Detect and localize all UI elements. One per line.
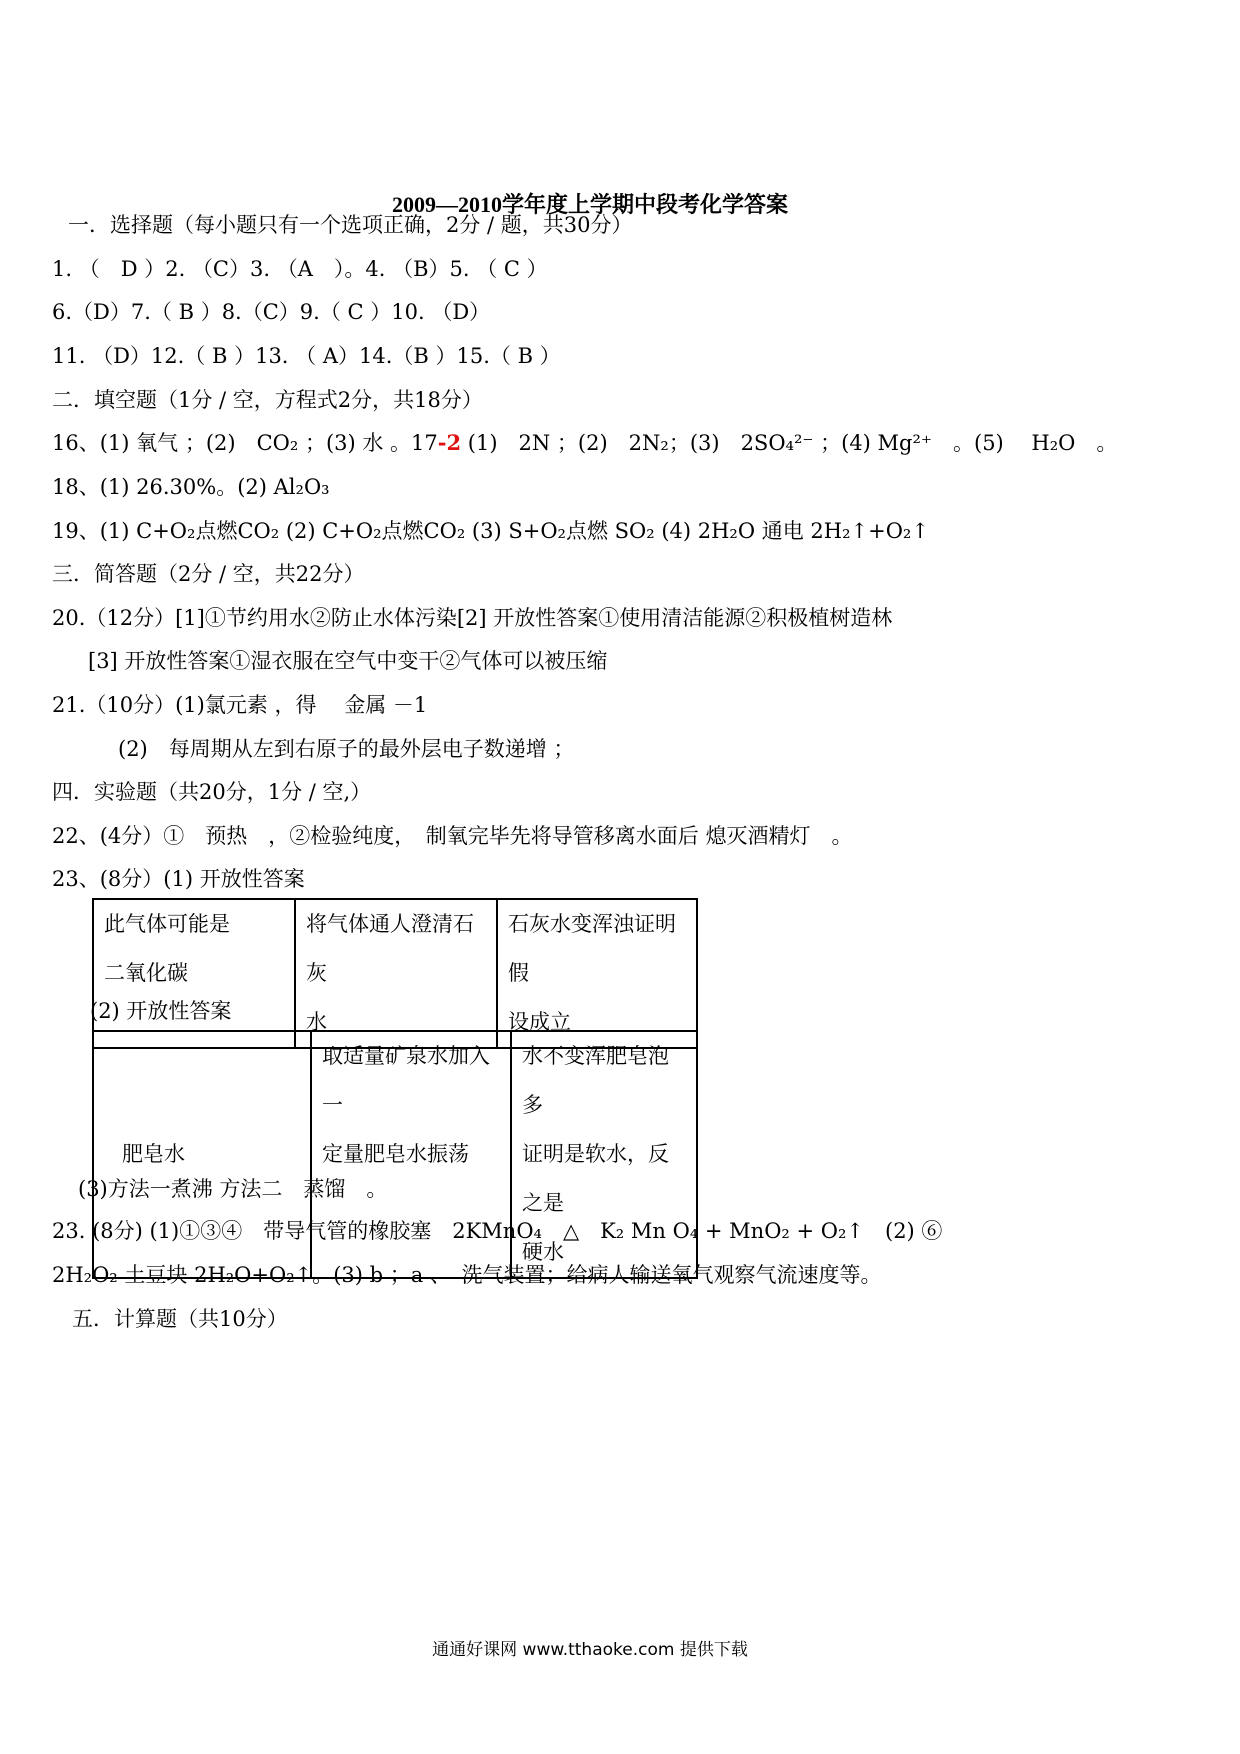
section-3-heading: 三．简答题（2分 / 空，共22分） (52, 562, 365, 586)
table2-cell-conclusion: 水不变浑肥皂泡多 证明是软水，反之是 硬水 (511, 1031, 697, 1278)
answer-line-16-17 (52, 430, 1117, 456)
answer-line-23c: (3)方法一煮沸 方法二 蒸馏 。 (78, 1177, 388, 1201)
answer-table-1 (92, 898, 698, 1049)
answer-line-3: 11. （D）12.（ B ）13. （ A）14.（B ）15.（ B ） (52, 344, 561, 368)
table1-cell-method: 将气体通人澄清石灰 水 (295, 899, 497, 1048)
answer-line-22: 22、(4分）① 预热 ，②检验纯度， 制氧完毕先将导管移离水面后 熄灭酒精灯 。 (52, 824, 853, 848)
section-5-heading: 五．计算题（共10分） (72, 1307, 288, 1331)
document-title: 2009—2010学年度上学期中段考化学答案 (391, 192, 788, 217)
table1-cell-hypothesis: 此气体可能是 二氧化碳 (93, 899, 295, 1048)
answer-line-23a: 23、(8分）(1) 开放性答案 (52, 867, 305, 891)
table1-cell-conclusion: 石灰水变浑浊证明假 设成立 (497, 899, 697, 1048)
section-2-heading: 二．填空题（1分 / 空，方程式2分，共18分） (52, 388, 483, 412)
section-1-heading: 一．选择题（每小题只有一个选项正确，2分 / 题，共30分） (68, 213, 633, 237)
answer-line-23d: 23. (8分) (1)①③④ 带导气管的橡胶塞 2KMnO₄ △ K₂ Mn O₄ + MnO₂ + O₂↑ (2) ⑥ (52, 1219, 943, 1243)
table2-cell-reagent: 肥皂水 (93, 1031, 311, 1278)
table2-cell-method: 取适量矿泉水加入一 定量肥皂水振荡 (311, 1031, 511, 1278)
answer-line-23e: 2H₂O₂ 土豆块 2H₂O+O₂↑。(3) b ；a 、 洗气装置；给病人输送氧气观察气流速度等。 (52, 1263, 882, 1287)
answer-line-1: 1. （ D ）2. （C）3. （A ）。4. （B）5. （ C ） (52, 257, 548, 281)
answer-line-18: 18、(1) 26.30%。(2) Al₂O₃ (52, 475, 330, 499)
answer-line-23b: (2) 开放性答案 (90, 999, 232, 1023)
answer-line-20b: [3] 开放性答案①湿衣服在空气中变干②气体可以被压缩 (88, 649, 608, 673)
answer-line-21b: (2) 每周期从左到右原子的最外层电子数递增 ； (118, 737, 575, 761)
section-4-heading: 四．实验题（共20分，1分 / 空,） (52, 780, 372, 804)
q17-text: (1) 2N ；(2) 2N₂；(3) 2SO₄²⁻ ；(4) Mg²⁺ 。(5) H₂O 。 (461, 431, 1118, 455)
footer-source-note: 通通好课网 www.tthaoke.com 提供下载 (432, 1640, 748, 1660)
answer-line-20a: 20.（12分）[1]①节约用水②防止水体污染[2] 开放性答案①使用清洁能源②积极植树造林 (52, 606, 893, 630)
table-row (93, 899, 697, 1048)
q17-red-mark: -2 (437, 430, 462, 455)
answer-line-21a: 21.（10分）(1)氯元素 ，得 金属 －1 (52, 693, 428, 717)
q16-text: 16、(1) 氧气 ；(2) CO₂ ；(3) 水 。17 (52, 431, 438, 455)
answer-line-2: 6.（D）7.（ B ）8.（C）9.（ C ）10. （D） (52, 300, 491, 324)
answer-line-19: 19、(1) C+O₂点燃CO₂ (2) C+O₂点燃CO₂ (3) S+O₂点燃 SO₂ (4) 2H₂O 通电 2H₂↑+O₂↑ (52, 519, 929, 543)
